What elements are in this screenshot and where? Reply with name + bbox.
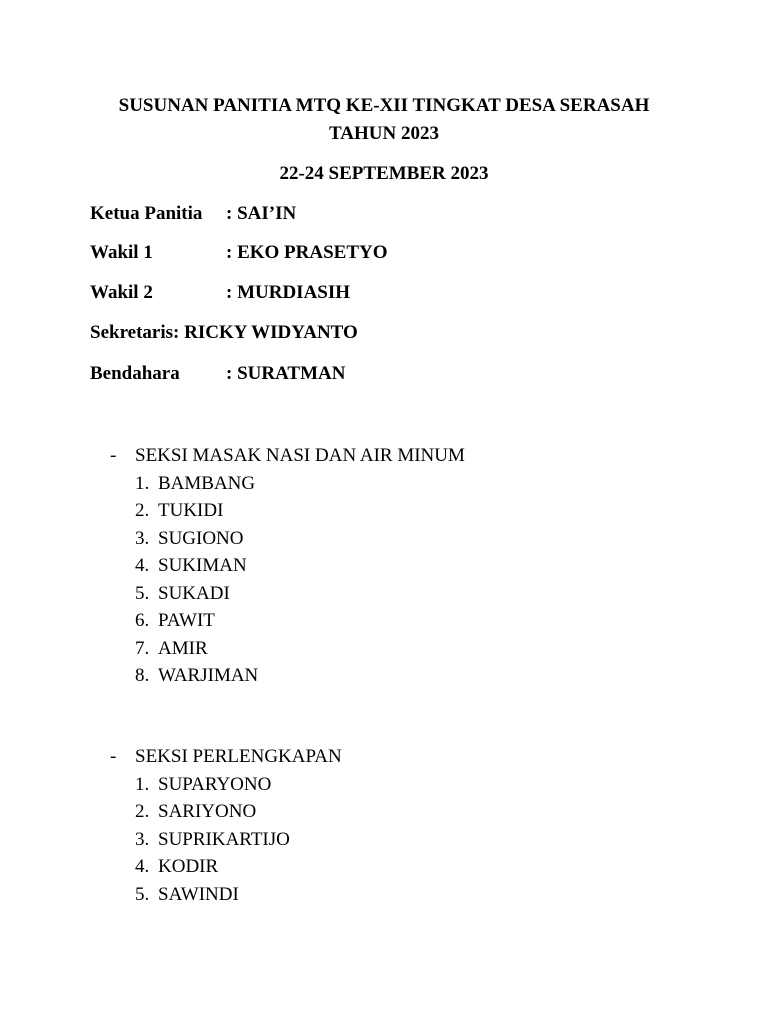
list-item	[135, 662, 465, 690]
event-dates: 22-24 SEPTEMBER 2023	[279, 163, 489, 184]
officer-role: Bendahara	[90, 363, 180, 384]
list-number: 8.	[135, 665, 150, 686]
officer-name: SURATMAN	[237, 363, 346, 384]
list-item	[135, 826, 342, 854]
list-number: 3.	[135, 828, 150, 850]
member-list	[110, 470, 465, 690]
member-name: PAWIT	[158, 610, 215, 631]
member-name: SUKIMAN	[158, 555, 247, 576]
officer-role: Wakil 2	[90, 282, 153, 303]
section-masak-nasi	[110, 442, 465, 690]
section-title: SEKSI MASAK NASI DAN AIR MINUM	[135, 445, 465, 466]
list-item	[135, 525, 465, 553]
list-number: 6.	[135, 610, 150, 631]
member-name: KODIR	[158, 856, 219, 877]
list-number: 2.	[135, 801, 150, 822]
document-title-year: TAHUN 2023	[329, 123, 439, 144]
member-name: SUGIONO	[158, 527, 244, 549]
member-name: TUKIDI	[158, 500, 224, 521]
officer-separator: :	[226, 203, 238, 224]
officer-name: RICKY WIDYANTO	[184, 322, 358, 343]
officer-separator: :	[226, 242, 238, 263]
officer-bendahara	[90, 360, 345, 388]
document-title: SUSUNAN PANITIA MTQ KE-XII TINGKAT DESA SERASAH	[118, 95, 650, 116]
list-number: 1.	[135, 472, 150, 494]
list-item	[135, 552, 465, 580]
officer-separator: :	[226, 363, 238, 384]
list-item	[135, 635, 465, 663]
list-number: 3.	[135, 527, 150, 549]
list-number: 7.	[135, 637, 150, 659]
officer-name: EKO PRASETYO	[237, 242, 388, 263]
list-item	[135, 470, 465, 498]
officer-role: Sekretaris	[90, 322, 174, 343]
list-number: 4.	[135, 555, 150, 576]
list-item	[135, 771, 342, 799]
officer-wakil-2	[90, 279, 350, 307]
list-number: 5.	[135, 883, 150, 905]
list-item	[135, 607, 465, 635]
list-number: 4.	[135, 856, 150, 877]
list-item	[135, 580, 465, 608]
member-name: SUKADI	[158, 582, 230, 604]
list-number: 1.	[135, 773, 150, 795]
section-heading	[110, 442, 465, 470]
officer-name: SAI’IN	[237, 203, 297, 224]
section-perlengkapan	[110, 743, 342, 908]
section-heading	[110, 743, 342, 771]
bullet-dash: -	[110, 445, 117, 466]
bullet-dash: -	[110, 746, 117, 767]
member-name: SAWINDI	[158, 883, 239, 905]
member-list	[110, 771, 342, 909]
section-title: SEKSI PERLENGKAPAN	[135, 746, 342, 767]
list-item	[135, 881, 342, 909]
list-item	[135, 798, 342, 826]
list-item	[135, 853, 342, 881]
list-number: 2.	[135, 500, 150, 521]
member-name: SARIYONO	[158, 801, 257, 822]
officer-separator: :	[226, 282, 238, 303]
officer-wakil-1	[90, 239, 388, 267]
member-name: BAMBANG	[158, 472, 256, 494]
officer-name: MURDIASIH	[237, 282, 351, 303]
officer-separator: :	[173, 322, 185, 343]
member-name: SUPRIKARTIJO	[158, 828, 290, 850]
list-number: 5.	[135, 582, 150, 604]
officer-role: Ketua Panitia	[90, 203, 203, 224]
member-name: WARJIMAN	[158, 665, 259, 686]
member-name: AMIR	[158, 637, 208, 659]
member-name: SUPARYONO	[158, 773, 272, 795]
officer-ketua	[90, 200, 296, 228]
list-item	[135, 497, 465, 525]
officer-sekretaris	[90, 319, 358, 347]
officer-role: Wakil 1	[90, 242, 153, 263]
